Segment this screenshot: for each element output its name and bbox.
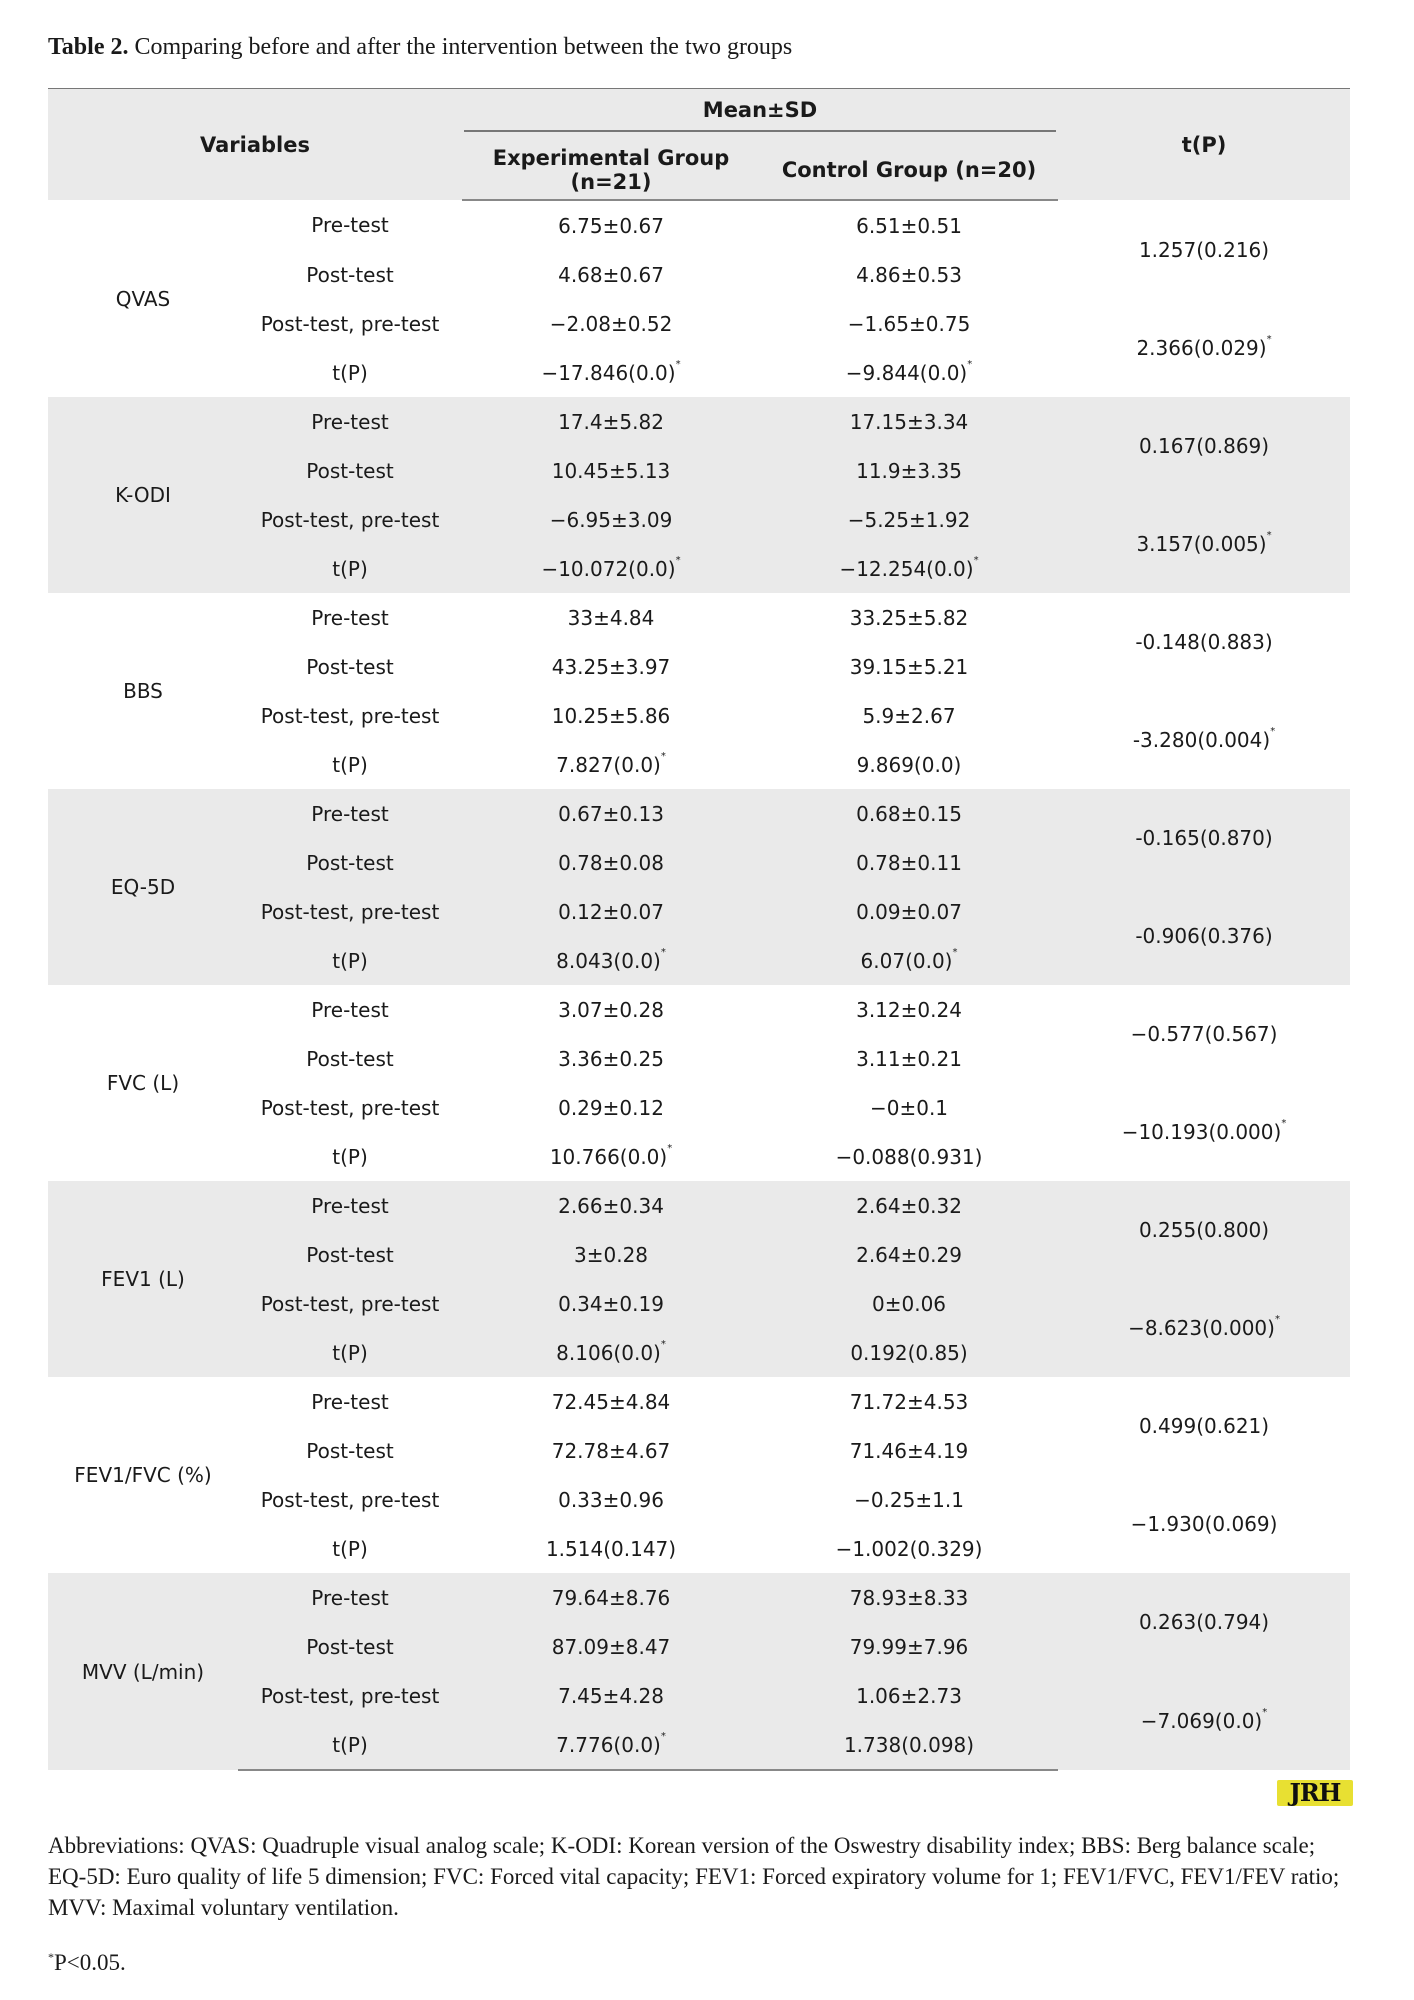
control-value — [760, 1426, 1058, 1475]
table-row — [48, 299, 1350, 348]
experimental-value — [462, 936, 760, 985]
experimental-value-value: −2.08±0.52 — [549, 311, 673, 336]
experimental-value — [462, 593, 760, 642]
experimental-value — [462, 985, 760, 1034]
experimental-value — [462, 348, 760, 397]
experimental-value-value: −6.95±3.09 — [549, 507, 673, 532]
significance-asterisk: * — [952, 946, 958, 958]
between-group-t-value: 1.257(0.216) — [1138, 237, 1270, 262]
between-group-t-value: −10.193(0.000) — [1121, 1120, 1282, 1144]
row-label — [238, 740, 462, 789]
experimental-value-value: 72.78±4.67 — [551, 1438, 671, 1463]
significance-asterisk: * — [1266, 334, 1272, 345]
control-value-value: 11.9±3.35 — [856, 458, 962, 483]
between-group-t-value: 0.263(0.794) — [1138, 1610, 1270, 1634]
row-label-value: Post-test — [306, 1046, 394, 1071]
between-group-t-value: −0.577(0.567) — [1130, 1022, 1278, 1046]
experimental-value-value: 0.33±0.96 — [558, 1487, 664, 1512]
row-label — [238, 593, 462, 642]
experimental-value-value: 3.36±0.25 — [558, 1046, 664, 1071]
header-mean-sd-label: Mean±SD — [464, 98, 1056, 132]
variable-name — [48, 1181, 238, 1377]
experimental-value — [462, 642, 760, 691]
variable-name-value: BBS — [123, 679, 163, 703]
control-value-value: −0±0.1 — [869, 1095, 949, 1120]
control-value — [760, 789, 1058, 838]
experimental-value-value: 3±0.28 — [574, 1242, 649, 1267]
experimental-value-value: 1.514(0.147) — [545, 1536, 677, 1561]
control-value-value: −5.25±1.92 — [847, 507, 971, 532]
control-value-value: −1.65±0.75 — [847, 311, 971, 336]
row-label-value: Pre-test — [311, 213, 389, 237]
between-group-t-value: -0.906(0.376) — [1135, 924, 1273, 948]
control-value — [760, 985, 1058, 1034]
control-value-value: −0.25±1.1 — [854, 1487, 964, 1512]
row-label — [238, 397, 462, 446]
experimental-value-value: 10.25±5.86 — [551, 703, 671, 728]
between-group-t-value: −8.623(0.000) — [1128, 1316, 1275, 1340]
between-group-t — [1058, 299, 1350, 397]
control-value-value: 33.25±5.82 — [849, 605, 969, 630]
experimental-value — [462, 1328, 760, 1377]
control-value — [760, 1328, 1058, 1377]
control-value — [760, 1034, 1058, 1083]
experimental-value-value: 3.07±0.28 — [558, 997, 664, 1022]
between-group-t — [1058, 495, 1350, 593]
between-group-t — [1058, 1573, 1350, 1671]
experimental-value-value: 8.043(0.0) — [556, 948, 661, 973]
control-value-value: 78.93±8.33 — [849, 1585, 969, 1610]
between-group-t-value: −7.069(0.0) — [1140, 1708, 1263, 1733]
control-value — [760, 1671, 1058, 1720]
significance-asterisk: * — [667, 1142, 673, 1154]
header-variables: Variables — [48, 89, 462, 201]
row-label-value: Post-test, pre-test — [260, 507, 440, 532]
control-value — [760, 348, 1058, 397]
row-label — [238, 1720, 462, 1770]
experimental-value — [462, 1426, 760, 1475]
experimental-value — [462, 887, 760, 936]
variable-name-value: EQ-5D — [110, 875, 176, 899]
row-label-value: t(P) — [332, 1144, 368, 1169]
significance-asterisk: * — [660, 1338, 666, 1350]
row-label-value: t(P) — [332, 1732, 368, 1757]
control-value — [760, 740, 1058, 789]
variable-name — [48, 1573, 238, 1770]
row-label — [238, 642, 462, 691]
row-label — [238, 1377, 462, 1426]
experimental-value — [462, 200, 760, 250]
row-label-value: Post-test — [306, 850, 394, 875]
variable-group — [48, 593, 1350, 789]
row-label — [238, 348, 462, 397]
row-label-value: t(P) — [332, 1340, 368, 1365]
control-value — [760, 1132, 1058, 1181]
variable-name-value: QVAS — [115, 286, 171, 311]
row-label — [238, 691, 462, 740]
row-label-value: t(P) — [332, 556, 368, 581]
control-value — [760, 446, 1058, 495]
experimental-value — [462, 1279, 760, 1328]
control-value — [760, 1279, 1058, 1328]
control-value-value: 0.09±0.07 — [856, 899, 962, 924]
significance-asterisk: * — [660, 1730, 666, 1742]
between-group-t — [1058, 200, 1350, 299]
control-value-value: 0.192(0.85) — [850, 1340, 968, 1365]
row-label-value: Pre-test — [311, 409, 389, 434]
experimental-value — [462, 1181, 760, 1230]
variable-name-value: K-ODI — [115, 483, 171, 507]
row-label-value: Post-test, pre-test — [260, 1291, 440, 1316]
control-value — [760, 299, 1058, 348]
journal-logo: JRH — [1277, 1780, 1353, 1806]
control-value — [760, 200, 1058, 250]
experimental-value-value: 72.45±4.84 — [551, 1389, 671, 1414]
control-value — [760, 838, 1058, 887]
table-row — [48, 593, 1350, 642]
control-value — [760, 544, 1058, 593]
experimental-value-value: 7.776(0.0) — [556, 1732, 661, 1757]
between-group-t-value: 0.255(0.800) — [1138, 1218, 1270, 1242]
experimental-value-value: 8.106(0.0) — [556, 1340, 661, 1365]
header-mean-sd — [462, 89, 1058, 142]
footnote-text: P<0.05. — [54, 1950, 126, 1975]
between-group-t — [1058, 1377, 1350, 1475]
experimental-value-value: 43.25±3.97 — [551, 654, 671, 679]
between-group-t-value: −1.930(0.069) — [1130, 1512, 1278, 1536]
variable-name — [48, 593, 238, 789]
control-value-value: −1.002(0.329) — [835, 1536, 983, 1561]
experimental-value-value: 0.29±0.12 — [558, 1095, 664, 1120]
control-value — [760, 887, 1058, 936]
between-group-t — [1058, 593, 1350, 691]
table-row — [48, 397, 1350, 446]
row-label — [238, 1426, 462, 1475]
control-value-value: 17.15±3.34 — [849, 409, 969, 434]
control-value-value: 3.12±0.24 — [856, 997, 962, 1022]
variable-name-value: FEV1/FVC (%) — [74, 1463, 212, 1487]
row-label — [238, 250, 462, 299]
control-value — [760, 1720, 1058, 1770]
control-value-value: 9.869(0.0) — [856, 752, 962, 777]
row-label — [238, 544, 462, 593]
experimental-value-value: 0.34±0.19 — [558, 1291, 664, 1316]
variable-group — [48, 200, 1350, 397]
experimental-value — [462, 446, 760, 495]
row-label — [238, 1622, 462, 1671]
control-value-value: 71.72±4.53 — [849, 1389, 969, 1414]
between-group-t — [1058, 691, 1350, 789]
variable-group — [48, 397, 1350, 593]
row-label-value: t(P) — [332, 948, 368, 973]
variable-group — [48, 1573, 1350, 1770]
experimental-value-value: 7.45±4.28 — [558, 1683, 664, 1708]
table-row — [48, 1279, 1350, 1328]
table-caption — [48, 34, 792, 61]
row-label-value: t(P) — [332, 752, 368, 777]
experimental-value-value: 7.827(0.0) — [556, 752, 661, 777]
row-label-value: Post-test, pre-test — [260, 703, 440, 728]
abbreviations-note: Abbreviations: QVAS: Quadruple visual analog scale; K-ODI: Korean version of the Oswestry disability index; BBS: Berg balance scale; EQ-5D: Euro quality of life 5 dimension; FVC: Forced vital capacity; FEV1: Forced expiratory volume for 1; FEV1/FVC, FEV1/FEV ratio; MVV: Maximal voluntary ventilation. — [48, 1833, 1340, 1920]
row-label-value: Post-test — [306, 1438, 394, 1463]
table-row — [48, 1573, 1350, 1622]
between-group-t — [1058, 1671, 1350, 1770]
significance-asterisk: * — [1274, 1314, 1280, 1325]
experimental-value — [462, 789, 760, 838]
control-value-value: −0.088(0.931) — [835, 1144, 983, 1169]
experimental-value — [462, 299, 760, 348]
row-label — [238, 887, 462, 936]
variable-name — [48, 200, 238, 397]
variable-group — [48, 789, 1350, 985]
variable-name-value: FVC (L) — [106, 1071, 180, 1095]
row-label — [238, 1671, 462, 1720]
control-value-value: 1.738(0.098) — [843, 1732, 975, 1757]
between-group-t — [1058, 985, 1350, 1083]
control-value-value: 0.68±0.15 — [856, 801, 962, 826]
control-value-value: 39.15±5.21 — [849, 654, 969, 679]
row-label — [238, 1181, 462, 1230]
row-label — [238, 299, 462, 348]
table-row — [48, 985, 1350, 1034]
variable-name — [48, 985, 238, 1181]
row-label — [238, 1573, 462, 1622]
row-label-value: Pre-test — [311, 1389, 389, 1414]
between-group-t-value: 0.167(0.869) — [1138, 434, 1270, 458]
experimental-value — [462, 740, 760, 789]
experimental-value — [462, 1132, 760, 1181]
experimental-value — [462, 250, 760, 299]
experimental-value-value: −17.846(0.0) — [541, 360, 676, 385]
caption-text: Comparing before and after the intervention between the two groups — [134, 34, 793, 60]
row-label-value: Post-test, pre-test — [260, 899, 440, 924]
between-group-t — [1058, 789, 1350, 887]
row-label-value: Pre-test — [311, 997, 389, 1022]
row-label — [238, 838, 462, 887]
control-value — [760, 1622, 1058, 1671]
experimental-value-value: 0.78±0.08 — [558, 850, 664, 875]
row-label — [238, 1279, 462, 1328]
experimental-value — [462, 1622, 760, 1671]
variable-group — [48, 1181, 1350, 1377]
significance-asterisk: * — [1281, 1118, 1287, 1129]
control-value-value: 0.78±0.11 — [856, 850, 962, 875]
control-value — [760, 642, 1058, 691]
control-value-value: 3.11±0.21 — [856, 1046, 962, 1071]
row-label-value: Post-test — [306, 654, 394, 679]
row-label — [238, 936, 462, 985]
between-group-t-value: 3.157(0.005) — [1136, 532, 1267, 556]
row-label-value: t(P) — [332, 360, 368, 385]
table-header — [48, 89, 1350, 201]
control-value-value: 4.86±0.53 — [856, 262, 962, 287]
control-value-value: 6.07(0.0) — [860, 948, 953, 973]
row-label — [238, 1083, 462, 1132]
header-tp: t(P) — [1058, 89, 1350, 201]
significance-asterisk: * — [675, 358, 681, 370]
experimental-value-value: 10.766(0.0) — [549, 1144, 668, 1169]
row-label — [238, 495, 462, 544]
table-row — [48, 495, 1350, 544]
control-value-value: 6.51±0.51 — [856, 213, 962, 238]
row-label — [238, 446, 462, 495]
header-experimental: Experimental Group (n=21) — [462, 141, 760, 200]
between-group-t — [1058, 1083, 1350, 1181]
experimental-value-value: 4.68±0.67 — [558, 262, 664, 287]
control-value-value: −12.254(0.0) — [839, 556, 974, 581]
row-label — [238, 789, 462, 838]
control-value — [760, 593, 1058, 642]
row-label — [238, 1328, 462, 1377]
between-group-t — [1058, 1475, 1350, 1573]
results-table — [48, 88, 1350, 1771]
row-label-value: Pre-test — [311, 605, 389, 630]
significance-asterisk: * — [660, 750, 666, 762]
variable-name-value: MVV (L/min) — [81, 1659, 205, 1684]
control-value — [760, 1377, 1058, 1426]
table-row — [48, 1181, 1350, 1230]
experimental-value-value: 10.45±5.13 — [551, 458, 671, 483]
control-value-value: 5.9±2.67 — [862, 703, 956, 728]
control-value — [760, 397, 1058, 446]
between-group-t-value: -0.148(0.883) — [1135, 630, 1273, 654]
table-row — [48, 691, 1350, 740]
control-value — [760, 936, 1058, 985]
row-label-value: Post-test — [306, 1242, 394, 1267]
control-value — [760, 250, 1058, 299]
experimental-value — [462, 1034, 760, 1083]
significance-asterisk: * — [675, 554, 681, 566]
experimental-value-value: 2.66±0.34 — [558, 1193, 664, 1218]
control-value-value: 2.64±0.32 — [856, 1193, 962, 1218]
table-row — [48, 887, 1350, 936]
row-label-value: Post-test — [306, 1634, 394, 1659]
variable-name-value: FEV1 (L) — [101, 1267, 185, 1291]
experimental-value — [462, 1671, 760, 1720]
control-value — [760, 691, 1058, 740]
significance-asterisk: * — [967, 358, 973, 370]
control-value-value: 79.99±7.96 — [849, 1634, 969, 1659]
between-group-t-value: -3.280(0.004) — [1132, 728, 1271, 752]
experimental-value — [462, 544, 760, 593]
control-value — [760, 1475, 1058, 1524]
row-label — [238, 1034, 462, 1083]
row-label — [238, 1524, 462, 1573]
row-label-value: Post-test, pre-test — [260, 311, 440, 336]
control-value-value: −9.844(0.0) — [845, 360, 968, 385]
control-value — [760, 1524, 1058, 1573]
table-row — [48, 1083, 1350, 1132]
between-group-t — [1058, 1279, 1350, 1377]
row-label-value: Pre-test — [311, 1193, 389, 1218]
footnote-mark: * — [48, 1950, 54, 1964]
control-value — [760, 1573, 1058, 1622]
row-label — [238, 1475, 462, 1524]
caption-label: Table 2. — [48, 34, 129, 60]
significance-asterisk: * — [1266, 530, 1272, 541]
significance-footnote — [48, 1950, 126, 1976]
experimental-value-value: 0.12±0.07 — [558, 899, 664, 924]
variable-name — [48, 1377, 238, 1573]
between-group-t — [1058, 397, 1350, 495]
variable-group — [48, 1377, 1350, 1573]
variable-name — [48, 789, 238, 985]
row-label — [238, 1132, 462, 1181]
control-value — [760, 495, 1058, 544]
control-value-value: 71.46±4.19 — [849, 1438, 969, 1463]
experimental-value-value: −10.072(0.0) — [541, 556, 676, 581]
experimental-value-value: 17.4±5.82 — [558, 409, 664, 434]
header-control: Control Group (n=20) — [760, 141, 1058, 200]
between-group-t — [1058, 1181, 1350, 1279]
experimental-value — [462, 1230, 760, 1279]
row-label-value: Pre-test — [311, 1585, 389, 1610]
control-value — [760, 1083, 1058, 1132]
table-row — [48, 200, 1350, 250]
row-label-value: Post-test — [306, 458, 394, 483]
experimental-value — [462, 1475, 760, 1524]
control-value-value: 0±0.06 — [872, 1291, 947, 1316]
experimental-value-value: 33±4.84 — [567, 605, 655, 630]
experimental-value — [462, 1573, 760, 1622]
control-value-value: 2.64±0.29 — [856, 1242, 962, 1267]
significance-asterisk: * — [973, 554, 979, 566]
row-label-value: Post-test, pre-test — [260, 1487, 440, 1512]
variable-name — [48, 397, 238, 593]
experimental-value-value: 0.67±0.13 — [558, 801, 664, 826]
row-label-value: Post-test — [306, 262, 394, 287]
table-row — [48, 789, 1350, 838]
table-row — [48, 1671, 1350, 1720]
between-group-t-value: 2.366(0.029) — [1136, 336, 1267, 360]
between-group-t — [1058, 887, 1350, 985]
significance-asterisk: * — [1270, 726, 1276, 737]
row-label-value: Pre-test — [311, 801, 389, 826]
row-label — [238, 985, 462, 1034]
control-value-value: 1.06±2.73 — [856, 1683, 962, 1708]
control-value — [760, 1181, 1058, 1230]
experimental-value — [462, 495, 760, 544]
row-label-value: t(P) — [332, 1536, 368, 1561]
experimental-value — [462, 691, 760, 740]
control-value — [760, 1230, 1058, 1279]
experimental-value — [462, 838, 760, 887]
experimental-value — [462, 1377, 760, 1426]
row-label-value: Post-test, pre-test — [260, 1683, 440, 1708]
between-group-t-value: 0.499(0.621) — [1138, 1414, 1270, 1438]
experimental-value — [462, 1083, 760, 1132]
experimental-value-value: 87.09±8.47 — [551, 1634, 671, 1659]
significance-asterisk: * — [660, 946, 666, 958]
variable-group — [48, 985, 1350, 1181]
experimental-value — [462, 397, 760, 446]
table-row — [48, 1377, 1350, 1426]
significance-asterisk: * — [1262, 1706, 1268, 1718]
table-row — [48, 1475, 1350, 1524]
between-group-t-value: -0.165(0.870) — [1135, 826, 1273, 850]
experimental-value-value: 79.64±8.76 — [551, 1585, 671, 1610]
row-label — [238, 1230, 462, 1279]
row-label — [238, 200, 462, 250]
experimental-value — [462, 1524, 760, 1573]
experimental-value — [462, 1720, 760, 1770]
experimental-value-value: 6.75±0.67 — [558, 213, 664, 238]
row-label-value: Post-test, pre-test — [260, 1095, 440, 1120]
